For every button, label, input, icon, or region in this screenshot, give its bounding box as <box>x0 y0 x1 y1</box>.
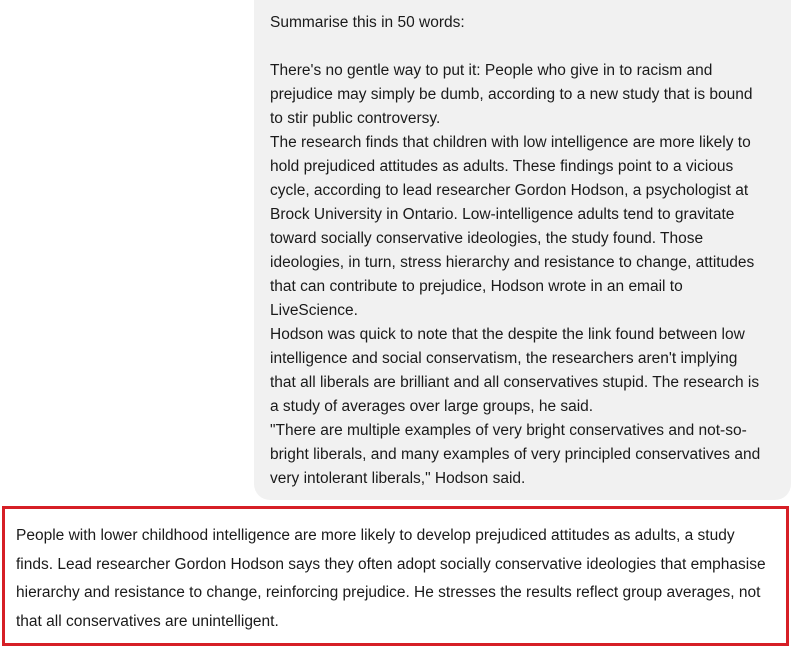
user-message-line: There's no gentle way to put it: People who give in to racism and <box>270 62 713 79</box>
assistant-reply-line: finds. Lead researcher Gordon Hodson says they often adopt socially conservative ideologies that emphasise <box>16 555 766 573</box>
user-message-line: cycle, according to lead researcher Gordon Hodson, a psychologist at <box>270 182 749 199</box>
user-message-line: bright liberals, and many examples of very principled conservatives and <box>270 446 761 463</box>
assistant-reply-line: hierarchy and resistance to change, reinforcing prejudice. He stresses the results reflect group averages, not <box>16 584 761 601</box>
user-message-line: intelligence and social conservatism, the researchers aren't implying <box>270 350 738 367</box>
user-message-line: Brock University in Ontario. Low-intelligence adults tend to gravitate <box>270 206 735 223</box>
user-message-blank-line <box>270 35 775 59</box>
user-message-line: very intolerant liberals," Hodson said. <box>270 470 526 487</box>
assistant-reply-line: that all conservatives are unintelligent. <box>16 612 279 630</box>
user-message-line: "There are multiple examples of very bright conservatives and not-so- <box>270 422 747 439</box>
assistant-reply-highlighted <box>2 506 789 646</box>
user-message-line: prejudice may simply be dumb, according to a new study that is bound <box>270 86 753 103</box>
user-message-line: a study of averages over large groups, he said. <box>270 398 594 415</box>
user-message-line: that can contribute to prejudice, Hodson wrote in an email to <box>270 278 683 295</box>
user-message-bubble <box>254 0 791 500</box>
user-message-line: The research finds that children with low intelligence are more likely to <box>270 134 751 151</box>
assistant-reply-line: People with lower childhood intelligence are more likely to develop prejudiced attitudes as adults, a study <box>16 527 735 544</box>
user-message-line: to stir public controversy. <box>270 110 441 127</box>
user-message-line: Summarise this in 50 words: <box>270 14 465 31</box>
user-message-line: hold prejudiced attitudes as adults. These findings point to a vicious <box>270 158 734 175</box>
user-message-line: that all liberals are brilliant and all conservatives stupid. The research is <box>270 374 760 391</box>
user-message-line: ideologies, in turn, stress hierarchy and resistance to change, attitudes <box>270 254 755 271</box>
user-message-line: Hodson was quick to note that the despite the link found between low <box>270 326 745 343</box>
user-message-line: toward socially conservative ideologies, the study found. Those <box>270 230 704 247</box>
user-message-line: LiveScience. <box>270 302 358 319</box>
